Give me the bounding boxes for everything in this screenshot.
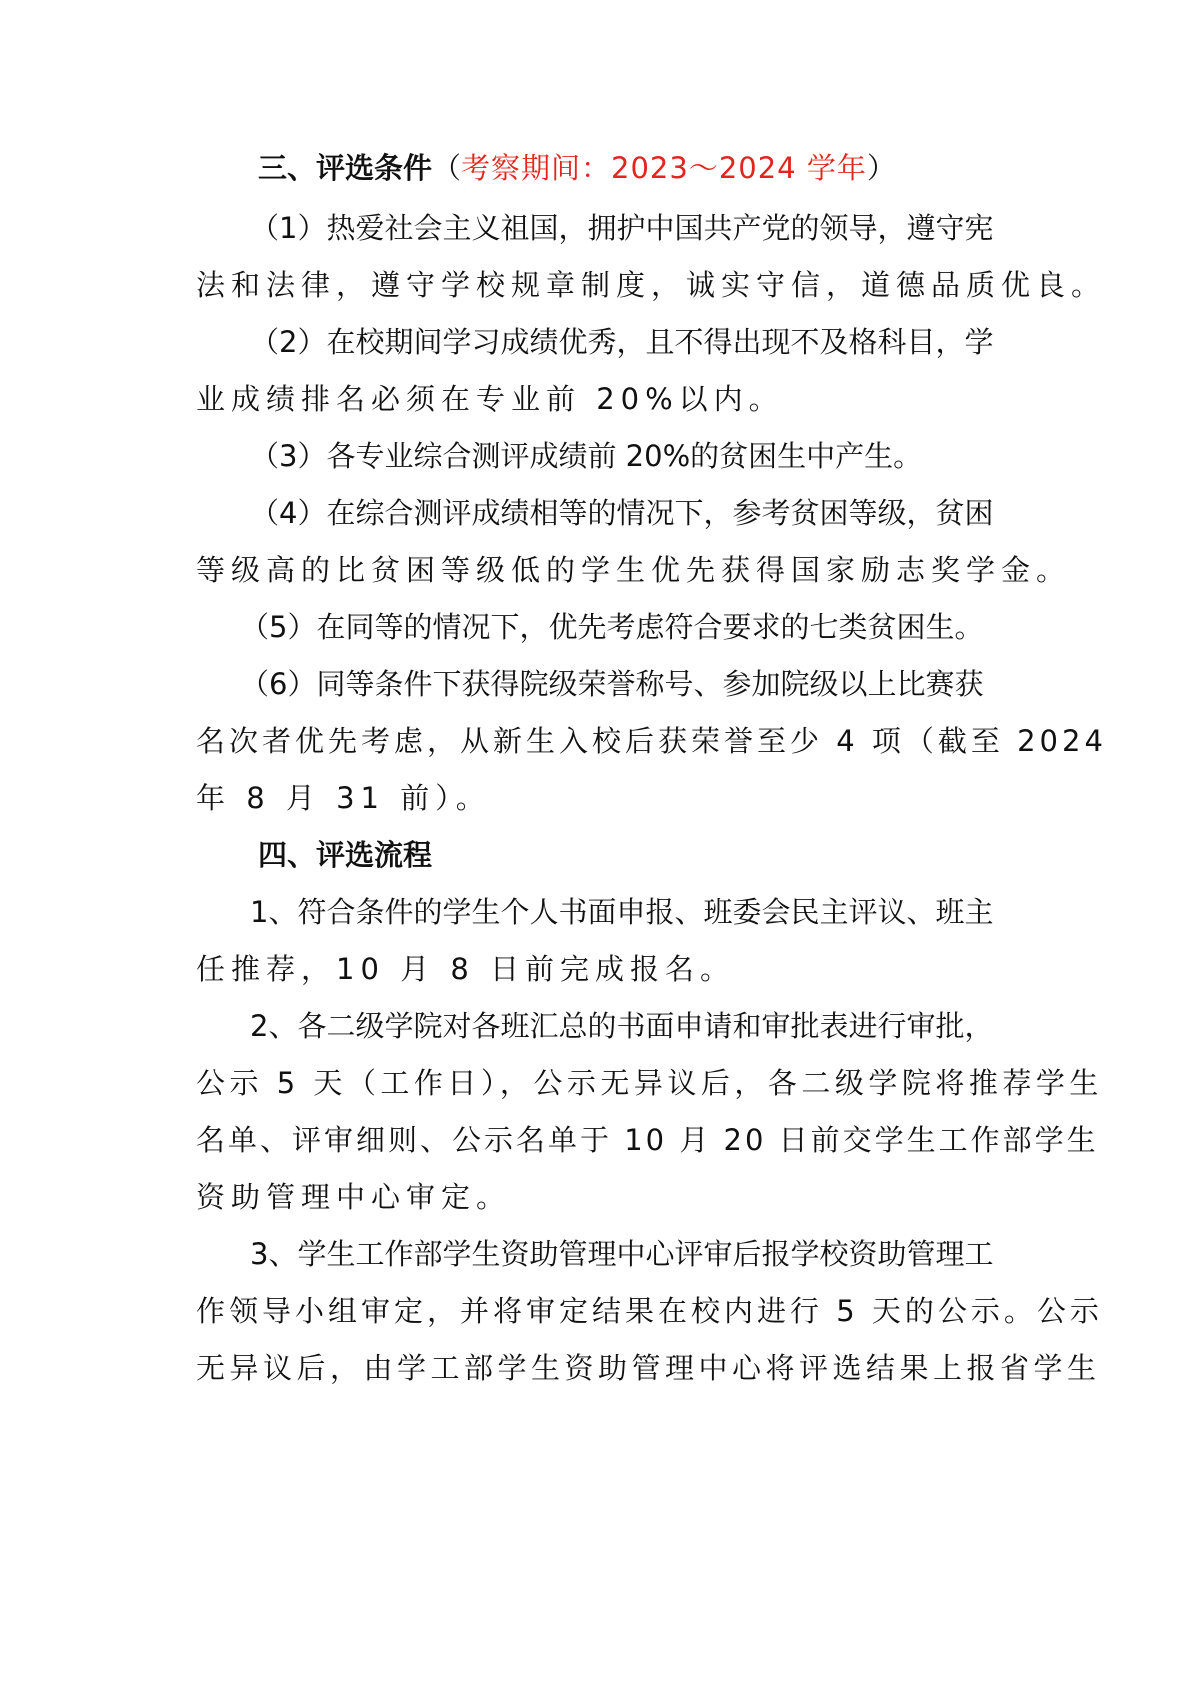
criterion-4-line-1: （4）在综合测评成绩相等的情况下，参考贫困等级，贫困 (250, 496, 994, 530)
criterion-5-line-1: （5）在同等的情况下，优先考虑符合要求的七类贫困生。 (240, 610, 984, 644)
criterion-6-line-3: 年 8 月 31 前）。 (196, 781, 491, 815)
process-3-line-1: 3、学生工作部学生资助管理中心评审后报学校资助管理工 (250, 1237, 994, 1271)
process-3-line-3: 无异议后，由学工部学生资助管理中心将评选结果上报省学生 (196, 1351, 1101, 1385)
paren-open: （ (432, 151, 462, 185)
process-1-line-1: 1、符合条件的学生个人书面申报、班委会民主评议、班主 (250, 895, 994, 929)
process-1-line-2: 任推荐，10 月 8 日前完成报名。 (196, 952, 736, 986)
criterion-4-line-2: 等级高的比贫困等级低的学生优先获得国家励志奖学金。 (196, 553, 1072, 587)
period-note: 考察期间：2023～2024 学年 (461, 151, 867, 185)
criterion-3-line-1: （3）各专业综合测评成绩前 20%的贫困生中产生。 (250, 439, 923, 473)
process-2-line-4: 资助管理中心审定。 (196, 1180, 512, 1214)
criterion-6-line-1: （6）同等条件下获得院级荣誉称号、参加院级以上比赛获 (240, 667, 984, 701)
criterion-6-line-2: 名次者优先考虑，从新生入校后获荣誉至少 4 项（截至 2024 (196, 724, 1107, 758)
paren-close: ） (866, 151, 896, 185)
criterion-1-line-2: 法和法律，遵守学校规章制度，诚实守信，道德品质优良。 (196, 268, 1107, 302)
criterion-2-line-1: （2）在校期间学习成绩优秀，且不得出现不及格科目，学 (250, 325, 994, 359)
process-2-line-2: 公示 5 天（工作日），公示无异议后，各二级学院将推荐学生 (196, 1066, 1103, 1100)
criterion-1-line-1: （1）热爱社会主义祖国，拥护中国共产党的领导，遵守宪 (250, 211, 994, 245)
criterion-2-line-2: 业成绩排名必须在专业前 20%以内。 (196, 382, 784, 416)
section-4-heading: 四、评选流程 (258, 838, 433, 872)
process-2-line-1: 2、各二级学院对各班汇总的书面申请和审批表进行审批， (250, 1009, 994, 1043)
section-3-title: 三、评选条件 (258, 151, 433, 185)
process-3-line-2: 作领导小组审定，并将审定结果在校内进行 5 天的公示。公示 (196, 1294, 1103, 1328)
section-3-heading (258, 148, 1138, 188)
process-2-line-3: 名单、评审细则、公示名单于 10 月 20 日前交学生工作部学生 (196, 1123, 1099, 1157)
